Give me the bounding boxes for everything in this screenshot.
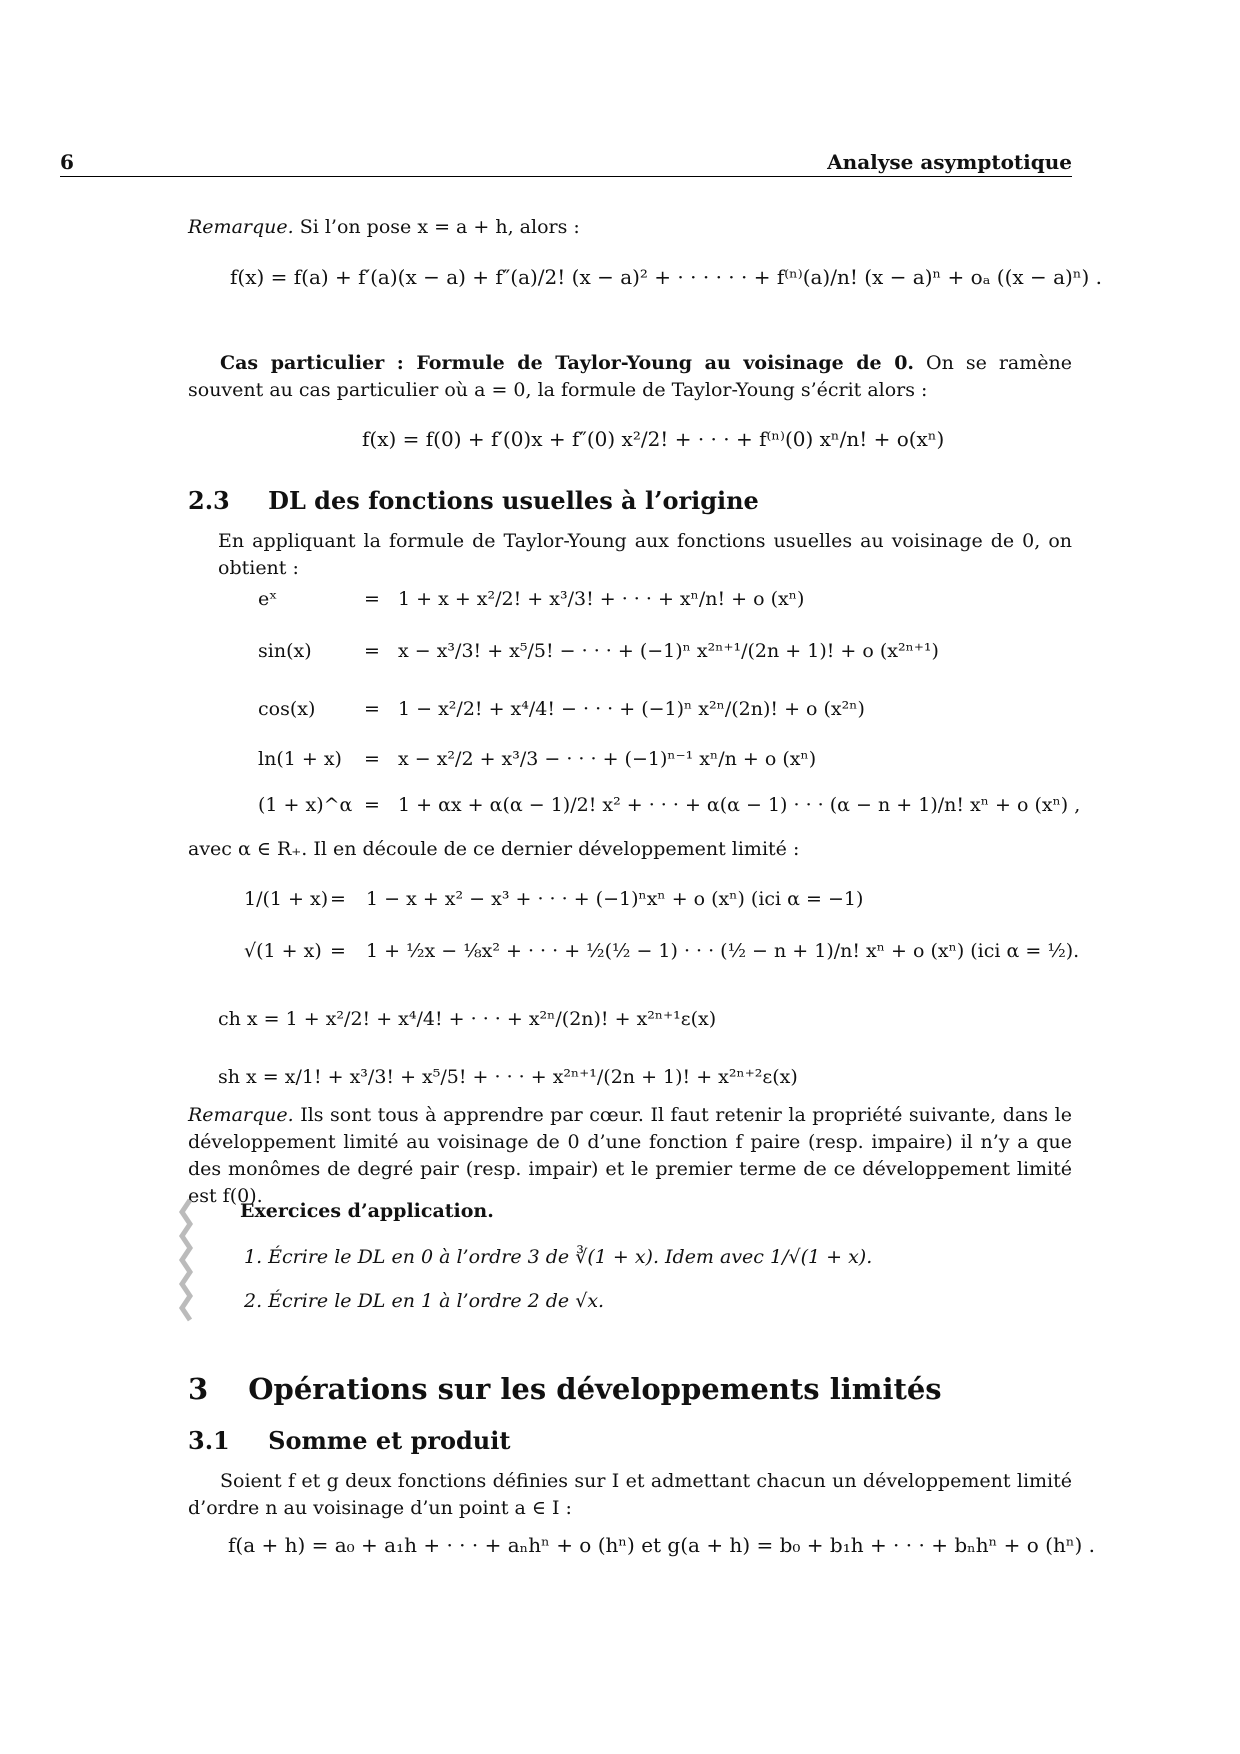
exercise-item-2: 2. Écrire le DL en 1 à l’ordre 2 de √x. — [244, 1290, 605, 1312]
section-number: 2.3 — [188, 486, 230, 515]
dl-lhs: eˣ — [258, 588, 278, 610]
dl-lhs: (1 + x)^α — [258, 794, 353, 816]
remark-2-paragraph — [188, 1102, 1072, 1210]
dl-equals: = — [364, 698, 380, 720]
derived-dl-table — [244, 886, 1080, 966]
special-case-title: Cas particulier : Formule de Taylor-Young au voisinage de 0. — [220, 352, 915, 374]
special-case-text: On se ramène souvent au cas particulier où a = 0, la formule de Taylor-Young s’écrit alors : — [188, 352, 1072, 401]
taylor-young-formula: f(x) = f(a) + f′(a)(x − a) + f″(a)/2! (x − a)² + · · · · · · + f⁽ⁿ⁾(a)/n! (x − a)ⁿ + oₐ ((x − a)ⁿ) . — [230, 265, 1103, 289]
exercise-margin-decoration — [178, 1198, 202, 1330]
ch-formula: ch x = 1 + x²/2! + x⁴/4! + · · · + x²ⁿ/(2n)! + x²ⁿ⁺¹ε(x) — [218, 1008, 717, 1030]
dl-rhs: x − x²/2 + x³/3 − · · · + (−1)ⁿ⁻¹ xⁿ/n + o (xⁿ) — [398, 748, 817, 770]
section-3-1-heading — [188, 1426, 510, 1455]
dl-lhs: √(1 + x) — [244, 940, 322, 962]
section-number: 3 — [188, 1372, 209, 1406]
section-3-1-text: Soient f et g deux fonctions définies sur I et admettant chacun un développement limité d’ordre n au voisinage d’un point a ∈ I : — [188, 1470, 1072, 1519]
dl-equals: = — [364, 640, 380, 662]
dl-rhs: 1 − x + x² − x³ + · · · + (−1)ⁿxⁿ + o (xⁿ) (ici α = −1) — [366, 888, 864, 910]
section-2-3-heading — [188, 486, 759, 515]
remark-label: Remarque. — [188, 1104, 294, 1126]
section-3-heading — [188, 1372, 942, 1406]
dl-rhs: x − x³/3! + x⁵/5! − · · · + (−1)ⁿ x²ⁿ⁺¹/(2n + 1)! + o (x²ⁿ⁺¹) — [398, 640, 939, 662]
dl-lhs: ln(1 + x) — [258, 748, 342, 770]
running-title: Analyse asymptotique — [827, 150, 1072, 174]
dl-rhs: 1 − x²/2! + x⁴/4! − · · · + (−1)ⁿ x²ⁿ/(2n)! + o (x²ⁿ) — [398, 698, 865, 720]
exercises-title: Exercices d’application. — [240, 1200, 494, 1222]
section-2-3-intro: En appliquant la formule de Taylor-Young aux fonctions usuelles au voisinage de 0, on obtient : — [218, 530, 1072, 579]
remark-label: Remarque. — [188, 216, 294, 238]
dl-lhs: sin(x) — [258, 640, 312, 662]
taylor-young-zero-formula: f(x) = f(0) + f′(0)x + f″(0) x²/2! + · · · + f⁽ⁿ⁾(0) xⁿ/n! + o(xⁿ) — [362, 427, 945, 451]
remark-paragraph — [188, 214, 1072, 241]
dl-rhs: 1 + αx + α(α − 1)/2! x² + · · · + α(α − 1) · · · (α − n + 1)/n! xⁿ + o (xⁿ) , — [398, 794, 1081, 816]
dl-equals: = — [364, 794, 380, 816]
dl-equals: = — [330, 940, 346, 962]
dl-equals: = — [330, 888, 346, 910]
dl-lhs: 1/(1 + x) — [244, 888, 329, 910]
page-number: 6 — [60, 150, 74, 174]
usual-dl-table — [258, 586, 1081, 816]
special-case-paragraph — [188, 350, 1072, 404]
sum-product-formula: f(a + h) = a₀ + a₁h + · · · + aₙhⁿ + o (hⁿ) et g(a + h) = b₀ + b₁h + · · · + bₙhⁿ + o (hⁿ) . — [228, 1533, 1096, 1557]
section-title: DL des fonctions usuelles à l’origine — [268, 486, 759, 515]
dl-rhs: 1 + ½x − ⅛x² + · · · + ½(½ − 1) · · · (½ − n + 1)/n! xⁿ + o (xⁿ) (ici α = ½). — [366, 940, 1080, 962]
sh-formula: sh x = x/1! + x³/3! + x⁵/5! + · · · + x²ⁿ⁺¹/(2n + 1)! + x²ⁿ⁺²ε(x) — [218, 1066, 798, 1088]
section-title: Somme et produit — [268, 1426, 511, 1455]
remark-text: Si l’on pose x = a + h, alors : — [299, 216, 580, 238]
dl-lhs: cos(x) — [258, 698, 316, 720]
remark-text: Ils sont tous à apprendre par cœur. Il faut retenir la propriété suivante, dans le développement limité au voisinage de 0 d’une fonction f paire (resp. impaire) il n’y a que des monômes de degré pair (resp. impair) et le premier terme de ce développement limité est f(0). — [188, 1104, 1073, 1207]
section-number: 3.1 — [188, 1426, 230, 1455]
dl-equals: = — [364, 748, 380, 770]
dl-rhs: 1 + x + x²/2! + x³/3! + · · · + xⁿ/n! + o (xⁿ) — [398, 588, 805, 610]
section-title: Opérations sur les développements limités — [248, 1372, 942, 1406]
alpha-remark: avec α ∈ R₊. Il en découle de ce dernier développement limité : — [188, 838, 800, 860]
header-rule — [60, 176, 1072, 177]
exercise-item-1: 1. Écrire le DL en 0 à l’ordre 3 de ∛(1 + x). Idem avec 1/√(1 + x). — [244, 1246, 873, 1268]
dl-equals: = — [364, 588, 380, 610]
